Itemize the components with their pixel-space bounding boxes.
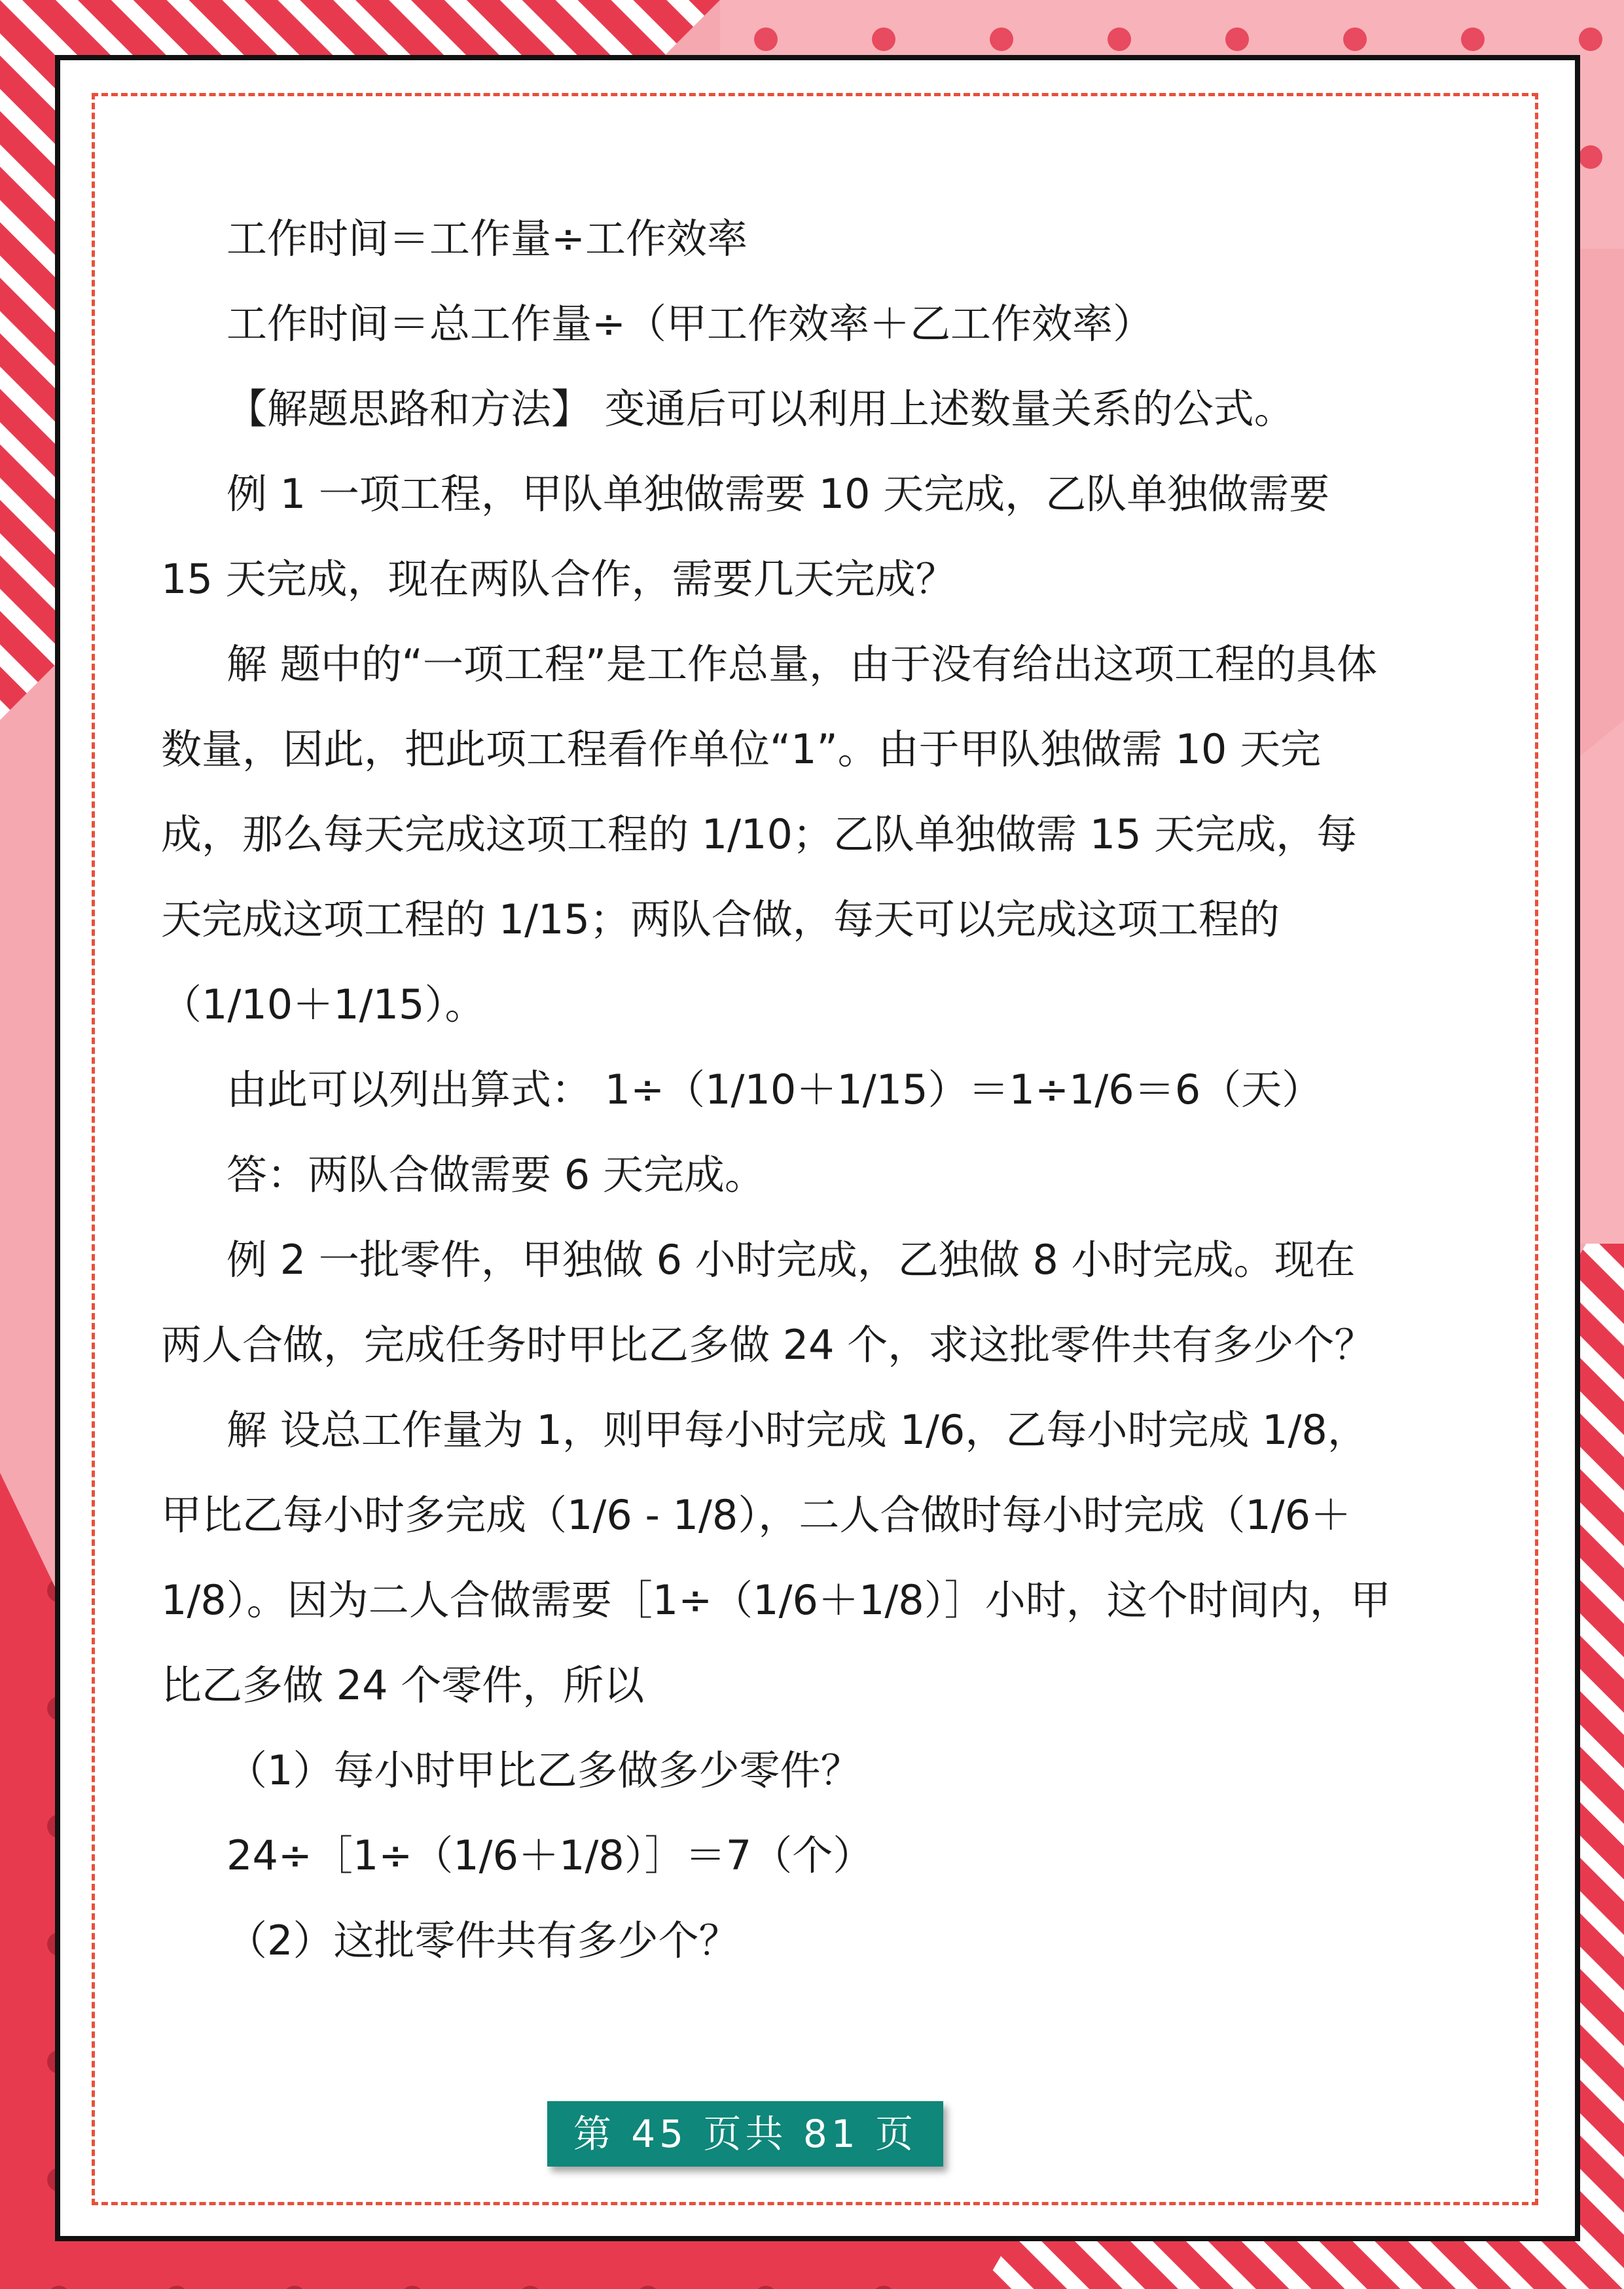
paragraph-solution-2: 解 设总工作量为 1，则甲每小时完成 1/6，乙每小时完成 1/8，甲比乙每小时多完成（1/6 - 1/8），二人合做时每小时完成（1/6＋1/8）。因为二人合做需要［1÷（1/6＋1/8）］小时，这个时间内，甲比乙多做 24 个零件，所以 <box>161 1406 1391 1709</box>
paragraph-question-2: （2）这批零件共有多少个？ <box>226 1917 740 1964</box>
document-body <box>161 196 1392 1983</box>
paragraph-method: 【解题思路和方法】 变通后可以利用上述数量关系的公式。 <box>226 385 1295 433</box>
page-number-badge: 第 45 页共 81 页 <box>547 2101 943 2167</box>
paragraph-formula-2: 工作时间＝总工作量÷（甲工作效率＋乙工作效率） <box>226 300 1153 348</box>
paragraph-example-1: 例 1 一项工程，甲队单独做需要 10 天完成，乙队单独做需要 15 天完成，现在两队合作，需要几天完成？ <box>161 470 1330 603</box>
paragraph-solution-1: 解 题中的“一项工程”是工作总量，由于没有给出这项工程的具体数量，因此，把此项工程看作单位“1”。由于甲队独做需 10 天完成，那么每天完成这项工程的 1/10；乙队单独做需 15 天完成，每天完成这项工程的 1/15；两队合做，每天可以完成这项工程的（1/10＋1/15）。 <box>161 640 1377 1028</box>
paragraph-formula-1: 工作时间＝工作量÷工作效率 <box>226 215 748 262</box>
paragraph-example-2: 例 2 一批零件，甲独做 6 小时完成，乙独做 8 小时完成。现在两人合做，完成任务时甲比乙多做 24 个，求这批零件共有多少个？ <box>161 1236 1375 1369</box>
paragraph-equation-2: 24÷［1÷（1/6＋1/8）］＝7（个） <box>226 1831 874 1879</box>
paragraph-equation-1: 由此可以列出算式： 1÷（1/10＋1/15）＝1÷1/6＝6（天） <box>226 1066 1323 1113</box>
paragraph-answer-1: 答：两队合做需要 6 天完成。 <box>226 1151 765 1199</box>
paragraph-question-1: （1）每小时甲比乙多做多少零件？ <box>226 1746 861 1794</box>
